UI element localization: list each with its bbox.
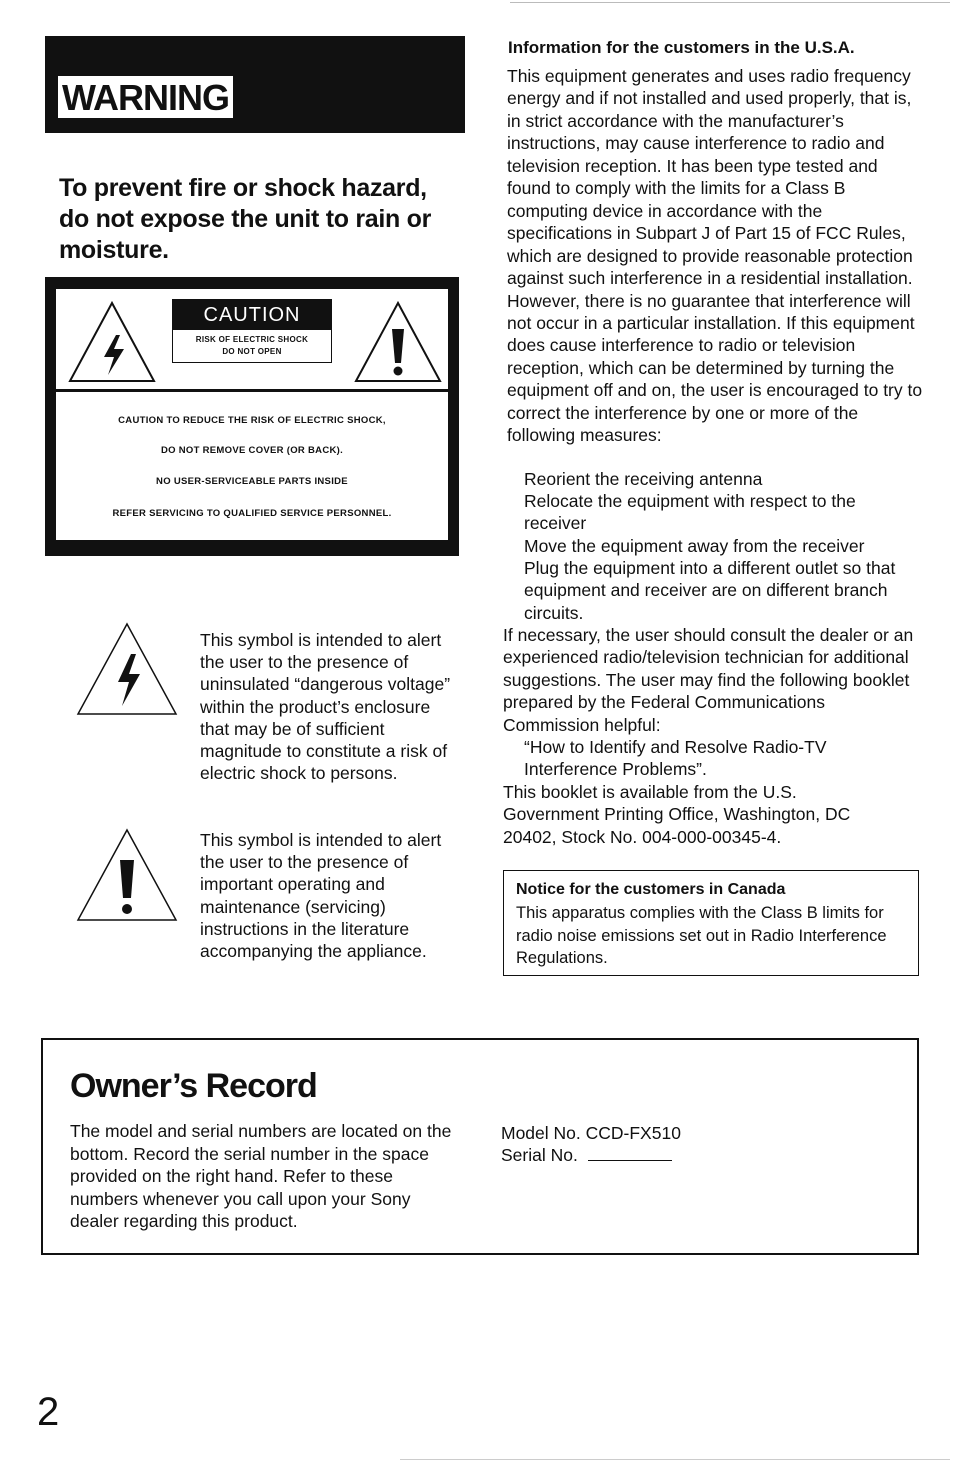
booklet-title: “How to Identify and Resolve Radio-TV Interference Problems”. bbox=[524, 737, 827, 780]
serial-number-line bbox=[501, 1144, 672, 1167]
lightning-warning-icon bbox=[66, 299, 158, 385]
serial-number-blank bbox=[588, 1146, 672, 1161]
canada-notice-heading: Notice for the customers in Canada bbox=[516, 881, 786, 898]
measure-item: Move the equipment away from the receiver bbox=[524, 536, 865, 556]
caution-label-panel bbox=[45, 277, 459, 556]
owners-record-box bbox=[41, 1038, 919, 1255]
usa-info-heading: Information for the customers in the U.S.A. bbox=[508, 38, 855, 57]
booklet-availability: This booklet is available from the U.S. Government Printing Office, Washington, DC 20402, Stock No. 004-000-00345-4. bbox=[503, 782, 851, 847]
caution-line-1: CAUTION TO REDUCE THE RISK OF ELECTRIC SHOCK, bbox=[118, 415, 386, 426]
exclamation-symbol-description: This symbol is intended to alert the user to the presence of important operating and maintenance (servicing) instructions in the literature accompanying the appliance. bbox=[200, 830, 442, 962]
lightning-symbol-icon bbox=[74, 620, 180, 720]
owners-record-body: The model and serial numbers are located on the bottom. Record the serial number in the space provided on the right hand. Refer to these numbers whenever you call upon your Sony dealer regarding this product. bbox=[70, 1121, 452, 1231]
caution-line-2: DO NOT REMOVE COVER (OR BACK). bbox=[160, 445, 344, 456]
measure-item: Reorient the receiving antenna bbox=[524, 469, 763, 489]
canada-notice-body: This apparatus complies with the Class B limits for radio noise emissions set out in Radio Interference Regulations. bbox=[516, 904, 887, 967]
top-rule bbox=[510, 2, 950, 3]
caution-word: CAUTION bbox=[173, 300, 331, 330]
page-number: 2 bbox=[37, 1390, 60, 1434]
measure-item: Plug the equipment into a different outlet so that equipment and receiver are on different branch circuits. bbox=[524, 558, 896, 623]
bottom-rule bbox=[400, 1459, 950, 1460]
warning-label: WARNING bbox=[58, 76, 233, 118]
exclamation-symbol-icon bbox=[74, 826, 180, 926]
usa-info-body: This equipment generates and uses radio frequency energy and if not installed and used properly, that is, in strict accordance with the manufacturer’s instructions, may cause interference to radio and television reception. It has been type tested and found to comply with the limits for a Class B computing device in accordance with the specifications in Subpart J of Part 15 of FCC Rules, which are designed to provide reasonable protection against such interference in a residential installation. However, there is no guarantee that interference will not occur in a particular installation. If this equipment does cause interference to radio or television reception, which can be determined by turning the equipment off and on, the user is encouraged to try to correct the interference by one or more of the following measures: bbox=[507, 66, 923, 446]
caution-risk-text: RISK OF ELECTRIC SHOCK bbox=[195, 335, 309, 344]
caution-symbol-area bbox=[56, 289, 448, 389]
owners-record-title: Owner’s Record bbox=[70, 1067, 317, 1105]
usa-info-followup: If necessary, the user should consult the dealer or an experienced radio/television technician for additional suggestions. The user may find the following booklet prepared by the Federal Communications Commission helpful: bbox=[503, 625, 914, 735]
lightning-symbol-description: This symbol is intended to alert the user to the presence of uninsulated “dangerous voltage” within the product’s enclosure that may be of sufficient magnitude to constitute a risk of electric shock to persons. bbox=[200, 630, 451, 784]
serial-number-label: Serial No. bbox=[501, 1145, 578, 1165]
caution-line-4: REFER SERVICING TO QUALIFIED SERVICE PERSONNEL. bbox=[112, 508, 392, 519]
warning-banner bbox=[45, 36, 465, 133]
canada-notice-box bbox=[503, 870, 919, 976]
caution-line-3: NO USER-SERVICEABLE PARTS INSIDE bbox=[156, 476, 348, 487]
caution-text-area bbox=[56, 392, 448, 540]
exclamation-warning-icon bbox=[352, 299, 444, 385]
hazard-heading: To prevent fire or shock hazard, do not expose the unit to rain or moisture. bbox=[59, 174, 432, 264]
model-number: Model No. CCD-FX510 bbox=[501, 1123, 681, 1143]
caution-sticker bbox=[172, 299, 332, 363]
caution-do-not-open-text: DO NOT OPEN bbox=[222, 347, 282, 356]
measure-item: Relocate the equipment with respect to the receiver bbox=[524, 491, 856, 534]
